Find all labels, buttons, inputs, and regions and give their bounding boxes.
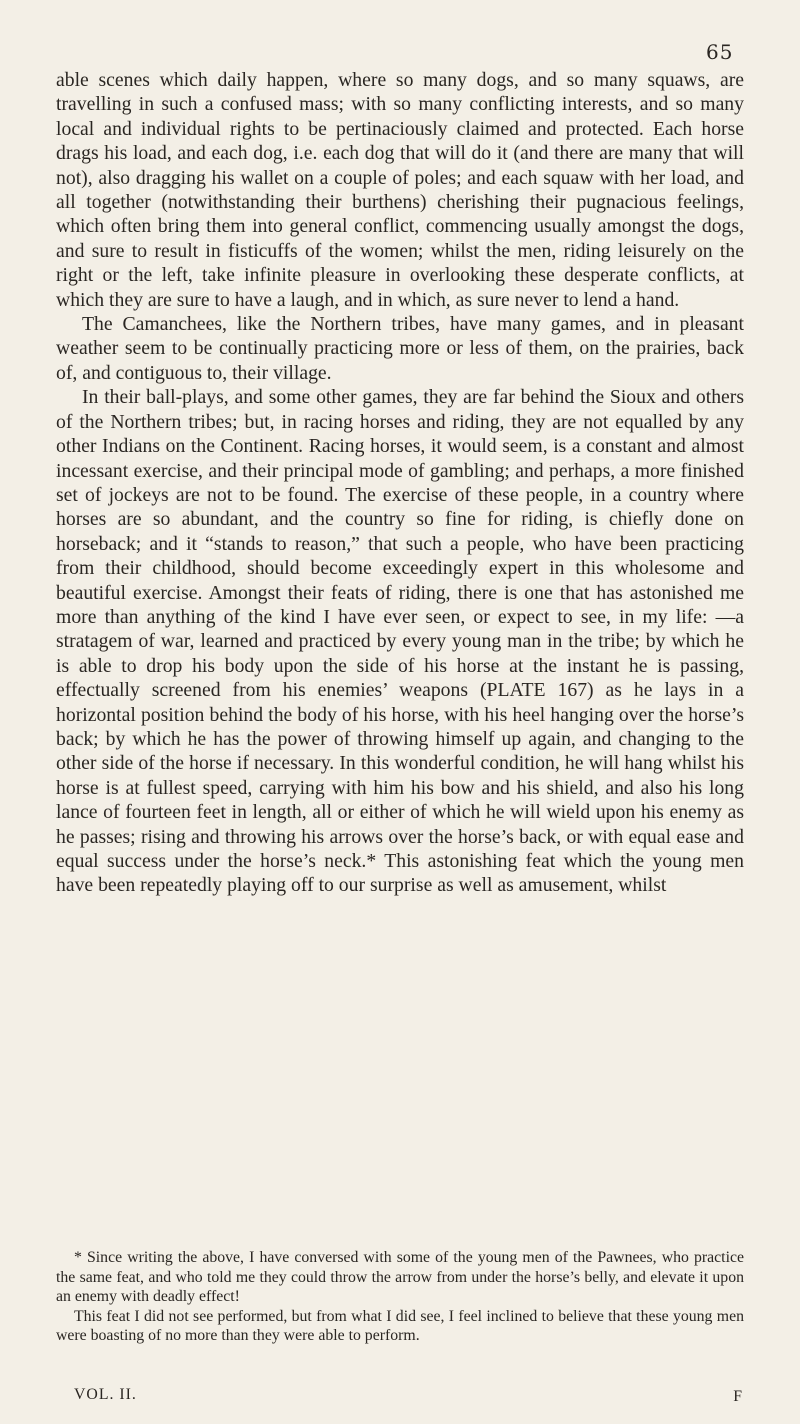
body-text (56, 68, 744, 898)
page-number: 65 (706, 40, 734, 64)
footnote-1: * Since writing the above, I have conversed with some of the young men of the Pawnees, who practice the same feat, and who told me they could throw the arrow from under the horse’s belly, and elevate it upon an enemy with deadly effect! (56, 1249, 744, 1306)
signature-line (56, 1386, 744, 1408)
signature-mark: F (733, 1388, 742, 1405)
footnote-2: This feat I did not see performed, but from what I did see, I feel inclined to believe that these young men were boasting of no more than they were able to perform. (56, 1307, 744, 1345)
paragraph-3: In their ball-plays, and some other games, they are far behind the Sioux and others of the Northern tribes; but, in racing horses and riding, they are not equalled by any other Indians on the Continent. Racing horses, it would seem, is a constant and almost incessant exercise, and their principal mode of gambling; and perhaps, a more finished set of jockeys are not to be found. The exercise of these people, in a country where horses are so abundant, and the country so fine for riding, is chiefly done on horseback; and it “stands to reason,” that such a people, who have been practicing from their childhood, should become exceedingly expert in this wholesome and beautiful exercise. Amongst their feats of riding, there is one that has astonished me more than anything of the kind I have ever seen, or expect to see, in my life: —a stratagem of war, learned and practiced by every young man in the tribe; by which he is able to drop his body upon the side of his horse at the instant he is passing, effectually screened from his enemies’ weapons (PLATE 167) as he lays in a horizontal position behind the body of his horse, with his heel hanging over the horse’s back; by which he has the power of throwing himself up again, and changing to the other side of the horse if necessary. In this wonderful condition, he will hang whilst his horse is at fullest speed, carrying with him his bow and his shield, and also his long lance of fourteen feet in length, all or either of which he will wield upon his enemy as he passes; rising and throwing his arrows over the horse’s back, or with equal ease and equal success under the horse’s neck.* This astonishing feat which the young men have been repeatedly playing off to our surprise as well as amusement, whilst (56, 386, 744, 897)
paragraph-2: The Camanchees, like the Northern tribes, have many games, and in pleasant weather seem to be continually practicing more or less of them, on the prairies, back of, and contiguous to, their village. (56, 313, 744, 384)
volume-label: VOL. II. (74, 1386, 137, 1403)
footnotes (56, 1248, 744, 1346)
paragraph-1: able scenes which daily happen, where so many dogs, and so many squaws, are travelling in such a confused mass; with so many conflicting interests, and so many local and individual rights to be pertinaciously claimed and protected. Each horse drags his load, and each dog, i.e. each dog that will do it (and there are many that will not), also dragging his wallet on a couple of poles; and each squaw with her load, and all together (notwithstanding their burthens) cherishing their pugnacious feelings, which often bring them into general conflict, commencing usually amongst the dogs, and sure to result in fisticuffs of the women; whilst the men, riding leisurely on the right or the left, take infinite pleasure in overlooking these desperate conflicts, at which they are sure to have a laugh, and in which, as sure never to lend a hand. (56, 69, 744, 311)
